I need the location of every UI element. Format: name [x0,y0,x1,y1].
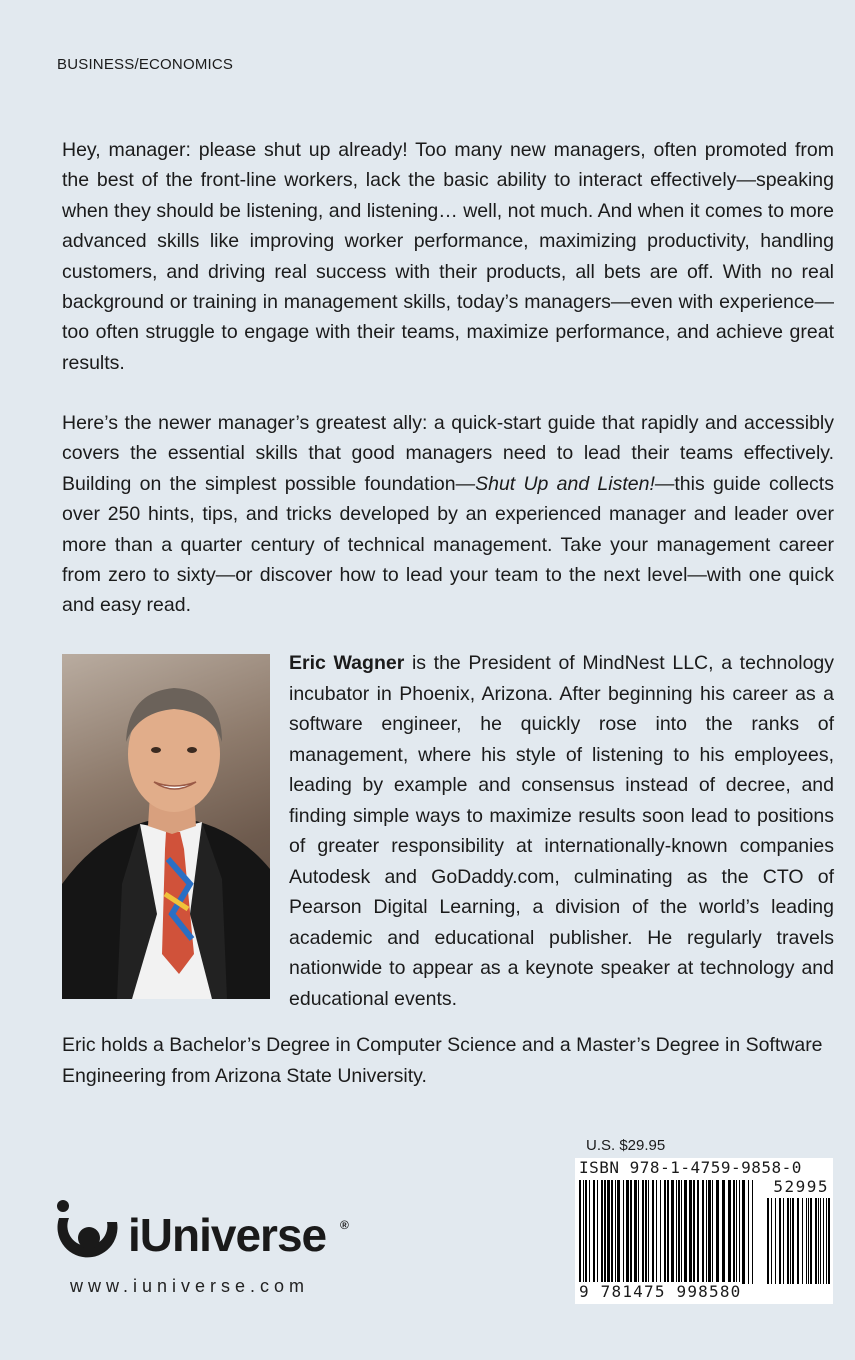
barcode-bar [607,1180,610,1284]
barcode-bar [593,1180,595,1284]
registered-mark: ® [340,1218,349,1232]
price-code: 52995 [773,1177,829,1196]
description-paragraph-1 [62,135,834,378]
barcode-bar [656,1180,657,1284]
barcode-bar [681,1180,682,1284]
barcode-bar [820,1198,821,1284]
barcode-bar [783,1198,784,1284]
barcode-bar [736,1180,737,1284]
author-name: Eric Wagner [289,652,405,674]
barcode-bar [684,1180,687,1284]
barcode-bar [638,1180,639,1284]
barcode-bar [604,1180,606,1284]
barcode-bar [818,1198,819,1284]
author-portrait-illustration [62,654,270,999]
barcode-bar [808,1198,809,1284]
author-photo [62,654,270,999]
description-text-2a: Here’s the newer manager’s greatest ally: a quick-start guide that rapidly and accessibly covers the essential skills that good managers need to lead their teams effectively. Building on the simplest possible foundation— [62,412,834,495]
author-education: Eric holds a Bachelor’s Degree in Computer Science and a Master’s Degree in Software Engineering from Arizona State University. [62,1034,823,1087]
barcode-bar [645,1180,647,1284]
barcode-bar [626,1180,629,1284]
barcode-bar [748,1180,749,1284]
barcode-bar [702,1180,704,1284]
barcode-bar [708,1180,711,1284]
barcode-bar [716,1180,719,1284]
barcode-bar [597,1180,598,1284]
barcode-bar [589,1180,590,1284]
barcode-bar [634,1180,637,1284]
barcode-bar [630,1180,632,1284]
category-label: BUSINESS/ECONOMICS [57,56,234,73]
barcode-bar [806,1198,807,1284]
barcode-bar [792,1198,794,1284]
barcode-bar [697,1180,699,1284]
barcode-bar [676,1180,677,1284]
barcode-bar [722,1180,725,1284]
barcode-bar [642,1180,644,1284]
price-label: U.S. $29.95 [586,1137,666,1154]
barcode-bar [810,1198,812,1284]
author-bio [289,648,834,1014]
barcode-bar [693,1180,695,1284]
barcode-bar [787,1198,789,1284]
book-title-italic: Shut Up and Listen! [475,472,655,495]
barcode-bar [802,1198,803,1284]
barcode-bar [601,1180,603,1284]
barcode-bar [667,1180,669,1284]
barcode-bar [648,1180,649,1284]
iuniverse-logo-icon [55,1198,125,1270]
publisher-logo-text: iUniverse [128,1209,327,1261]
barcode-bar [689,1180,692,1284]
barcode-bar [826,1198,827,1284]
barcode-bar [579,1180,581,1284]
author-bio-text: is the President of MindNest LLC, a technology incubator in Phoenix, Arizona. After beginning his career as a software engineer, he quickly rose into the ranks of management, where his style of listening to his employees, leading by example and consensus instead of decree, and finding simple ways to maximize results soon lead to positions of greater responsibility at internationally-known companies Autodesk and GoDaddy.com, culminating as the CTO of Pearson Digital Learning, a division of the world’s leading academic and educational publisher. He regularly travels nationwide to appear as a keynote speaker at technology and educational events. [289,652,835,1010]
barcode-bar [775,1198,776,1284]
description-text-2b: —this guide collects over 250 hints, tips, and tricks developed by an experienced manager and leader over more than a quarter century of technical management. Take your management career from zero to sixty—or discover how to lead your team to the next level—with one quick and easy read. [62,472,834,617]
barcode-bar [779,1198,781,1284]
barcode-bar [671,1180,674,1284]
barcode-bar [712,1180,713,1284]
barcode-bar [583,1180,584,1284]
barcode-bar [611,1180,613,1284]
barcode-bar [615,1180,616,1284]
barcode-bar [652,1180,654,1284]
isbn-number: ISBN 978-1-4759-9858-0 [579,1158,802,1177]
ean-number: 9 781475 998580 [579,1282,742,1301]
barcode-bar [739,1180,740,1284]
barcode-bar [752,1180,753,1284]
barcode-bar [660,1180,661,1284]
barcode-bar [815,1198,817,1284]
barcode-bar [797,1198,799,1284]
description-text-2 [62,408,834,621]
barcode-bar [664,1180,666,1284]
barcode-bar [678,1180,680,1284]
barcode-bar [742,1180,745,1284]
barcode-bar [617,1180,620,1284]
barcode-bar [767,1198,769,1284]
description-text-1: Hey, manager: please shut up already! Too many new managers, often promoted from the best of the front-line workers, lack the basic ability to interact effectively—speaking when they should be listening, and listening… well, not much. And when it comes to more advanced skills like improving worker performance, maximizing productivity, handling customers, and driving real success with their products, all bets are off. With no real background or training in management skills, today’s managers—even with experience—too often struggle to engage with their teams, maximize performance, and achieve great results. [62,139,834,374]
barcode-bar [733,1180,735,1284]
barcode-bar [771,1198,772,1284]
barcode-bar [828,1198,830,1284]
barcode-bar [623,1180,624,1284]
barcode-bar [728,1180,731,1284]
barcode-bar [585,1180,587,1284]
isbn-barcode [575,1158,833,1304]
barcode-bar [790,1198,791,1284]
barcode-bar [706,1180,707,1284]
barcode-bar [823,1198,824,1284]
publisher-website: www.iuniverse.com [70,1276,310,1296]
description-paragraph-2 [62,408,834,621]
